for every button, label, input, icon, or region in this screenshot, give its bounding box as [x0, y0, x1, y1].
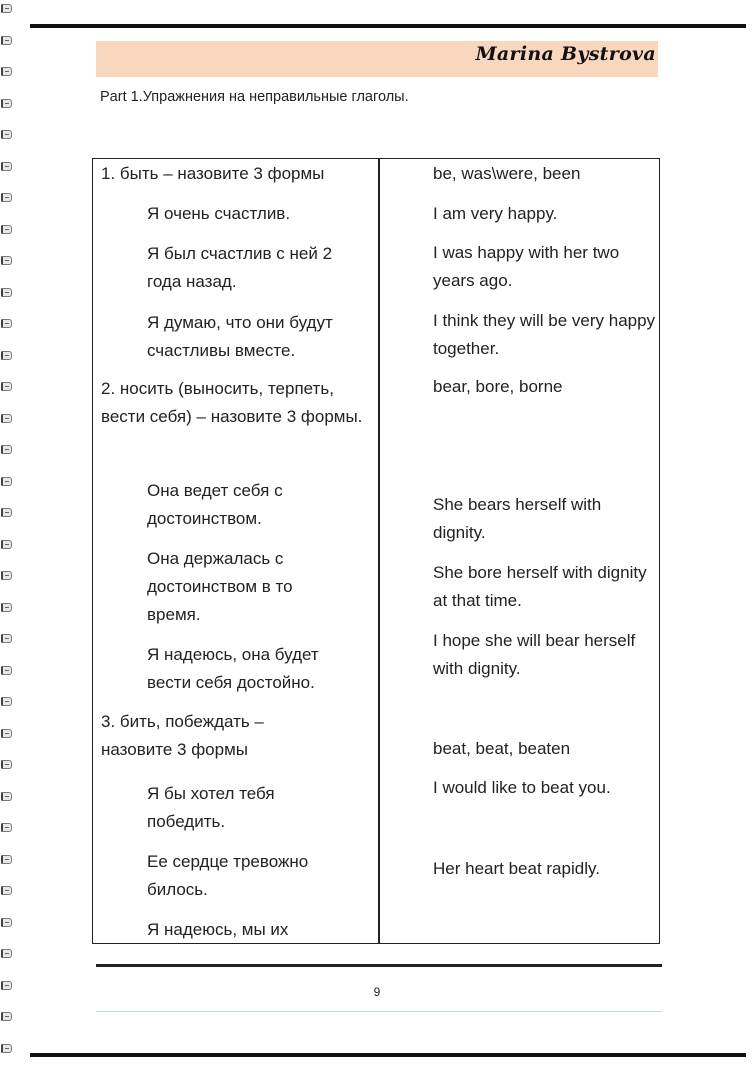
binding-ring [1, 508, 12, 517]
section-title: Part 1.Упражнения на неправильные глаголы. [100, 89, 409, 105]
en-sentence: She bears herself with dignity. [433, 495, 602, 542]
binding-ring [1, 225, 12, 234]
en-sentence: She bore herself with dignity at that time. [433, 563, 647, 610]
top-rule [30, 24, 746, 28]
verb-prompt-beat: 3. бить, побеждать – назовите 3 формы [101, 712, 264, 759]
binding-ring [1, 823, 12, 832]
en-sentence: I am very happy. [433, 204, 558, 223]
binding-ring [1, 666, 12, 675]
verb-forms-bear: bear, bore, borne [433, 377, 563, 396]
binding-ring [1, 351, 12, 360]
ru-sentence: Я надеюсь, мы их [147, 920, 289, 939]
ru-sentence: Я был счастлив с ней 2 года назад. [147, 244, 333, 291]
binding-ring [1, 67, 12, 76]
binding-ring [1, 760, 12, 769]
ru-sentence: Я очень счастлив. [147, 204, 291, 223]
ru-sentence: Я надеюсь, она будет вести себя достойно. [147, 645, 319, 692]
binding-ring [1, 634, 12, 643]
en-sentence: I was happy with her two years ago. [433, 243, 620, 290]
spiral-binding [0, 0, 16, 1080]
ru-sentence: Она держалась с достоинством в то время. [147, 549, 293, 624]
binding-ring [1, 729, 12, 738]
binding-ring [1, 855, 12, 864]
binding-ring [1, 477, 12, 486]
footer-line [96, 1011, 662, 1012]
exercise-table [92, 158, 660, 944]
binding-ring [1, 603, 12, 612]
base-rule [30, 1053, 746, 1057]
binding-ring [1, 949, 12, 958]
verb-prompt-be: 1. быть – назовите 3 формы [101, 164, 325, 183]
binding-ring [1, 288, 12, 297]
binding-ring [1, 130, 12, 139]
binding-ring [1, 918, 12, 927]
en-sentence: I think they will be very happy together. [433, 311, 656, 358]
binding-ring [1, 414, 12, 423]
binding-ring [1, 697, 12, 706]
binding-ring [1, 4, 12, 13]
verb-forms-be: be, was\were, been [433, 164, 581, 183]
binding-ring [1, 36, 12, 45]
binding-ring [1, 99, 12, 108]
binding-ring [1, 319, 12, 328]
en-sentence: Her heart beat rapidly. [433, 859, 600, 878]
ru-sentence: Она ведет себя с достоинством. [147, 481, 283, 528]
bottom-rule [96, 964, 662, 967]
binding-ring [1, 193, 12, 202]
ru-sentence: Я думаю, что они будут счастливы вместе. [147, 313, 333, 360]
column-divider [378, 159, 380, 943]
binding-ring [1, 540, 12, 549]
binding-ring [1, 162, 12, 171]
ru-sentence: Ее сердце тревожно билось. [147, 852, 309, 899]
binding-ring [1, 1044, 12, 1053]
binding-ring [1, 382, 12, 391]
en-sentence: I hope she will bear herself with dignity. [433, 631, 636, 678]
en-sentence: I would like to beat you. [433, 778, 611, 797]
binding-ring [1, 1012, 12, 1021]
binding-ring [1, 445, 12, 454]
binding-ring [1, 792, 12, 801]
binding-ring [1, 571, 12, 580]
binding-ring [1, 256, 12, 265]
verb-forms-beat: beat, beat, beaten [433, 739, 571, 758]
binding-ring [1, 886, 12, 895]
verb-prompt-bear: 2. носить (выносить, терпеть, вести себя) – назовите 3 формы. [101, 379, 363, 426]
author-name: Marina Bystrova [475, 43, 656, 65]
ru-sentence: Я бы хотел тебя победить. [147, 784, 275, 831]
page-number: 9 [373, 985, 381, 999]
